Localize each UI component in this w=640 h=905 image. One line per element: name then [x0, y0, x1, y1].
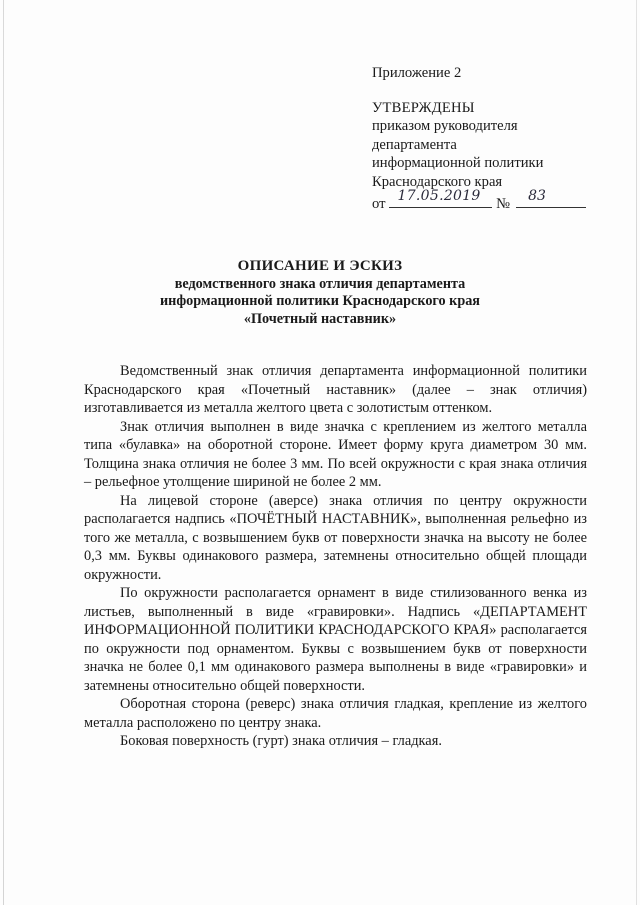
title-line-1: ведомственного знака отличия департамента	[174, 275, 466, 292]
scan-edge-right	[636, 0, 637, 905]
title-line-3: «Почетный наставник»	[243, 310, 397, 327]
approved-heading: УТВЕРЖДЕНЫ	[372, 99, 475, 116]
paragraph-4: По окружности располагается орнамент в виде стилизованного венка из листьев, выполненный в виде «гравировки». Надпись «ДЕПАРТАМЕНТ ИНФОРМАЦИОННОЙ ПОЛИТИКИ КРАСНОДАРСКОГО КРАЯ» располагается по окружности под орнаментом. Буквы с возвышением букв от поверхности значка не более 0,1 мм одинакового размера выполнены в виде «гравировки» и затемнены относительно общей поверхности.	[84, 585, 587, 694]
title-line-2: информационной политики Краснодарского края	[160, 293, 480, 309]
order-date-row	[372, 187, 602, 214]
paragraph-1: Ведомственный знак отличия департамента информационной политики Краснодарского края «Почетный наставник» (далее – знак отличия) изготавливается из металла желтого цвета с золотистым оттенком.	[84, 363, 587, 416]
date-prefix: от	[372, 195, 386, 212]
approval-line-2: департамента	[372, 136, 457, 153]
appendix-label: Приложение 2	[372, 65, 462, 81]
handwritten-date: 17.05.2019	[397, 187, 481, 204]
handwritten-number: 83	[528, 187, 546, 204]
approval-line-3: информационной политики	[372, 155, 544, 172]
approval-line-1: приказом руководителя	[372, 118, 518, 135]
approval-block	[372, 64, 602, 213]
date-blank	[389, 187, 492, 208]
paragraph-5: Оборотная сторона (реверс) знака отличия гладкая, крепление из желтого металла расположено по центру знака.	[84, 696, 587, 731]
title-main: ОПИСАНИЕ И ЭСКИЗ	[237, 258, 403, 274]
scan-edge-left	[3, 0, 4, 905]
approval-line-4: Краснодарского края	[372, 173, 503, 190]
number-prefix: №	[496, 195, 511, 212]
paragraph-2: Знак отличия выполнен в виде значка с креплением из желтого металла типа «булавка» на оборотной стороне. Имеет форму круга диаметром 30 мм. Толщина знака отличия не более 3 мм. По всей окружности с края знака отличия – рельефное утолщение шириной не более 2 мм.	[84, 418, 587, 490]
document-body	[84, 362, 587, 751]
paragraph-3: На лицевой стороне (аверсе) знака отличия по центру окружности располагается надпись «ПОЧЁТНЫЙ НАСТАВНИК», выполненная рельефно из того же металла, с возвышением букв от поверхности значка на высоту не более 0,3 мм. Буквы одинакового размера, затемнены относительно общей площади окружности.	[84, 492, 587, 583]
paragraph-6: Боковая поверхность (гурт) знака отличия – гладкая.	[120, 733, 442, 749]
number-blank	[516, 187, 586, 208]
document-title	[90, 258, 550, 328]
